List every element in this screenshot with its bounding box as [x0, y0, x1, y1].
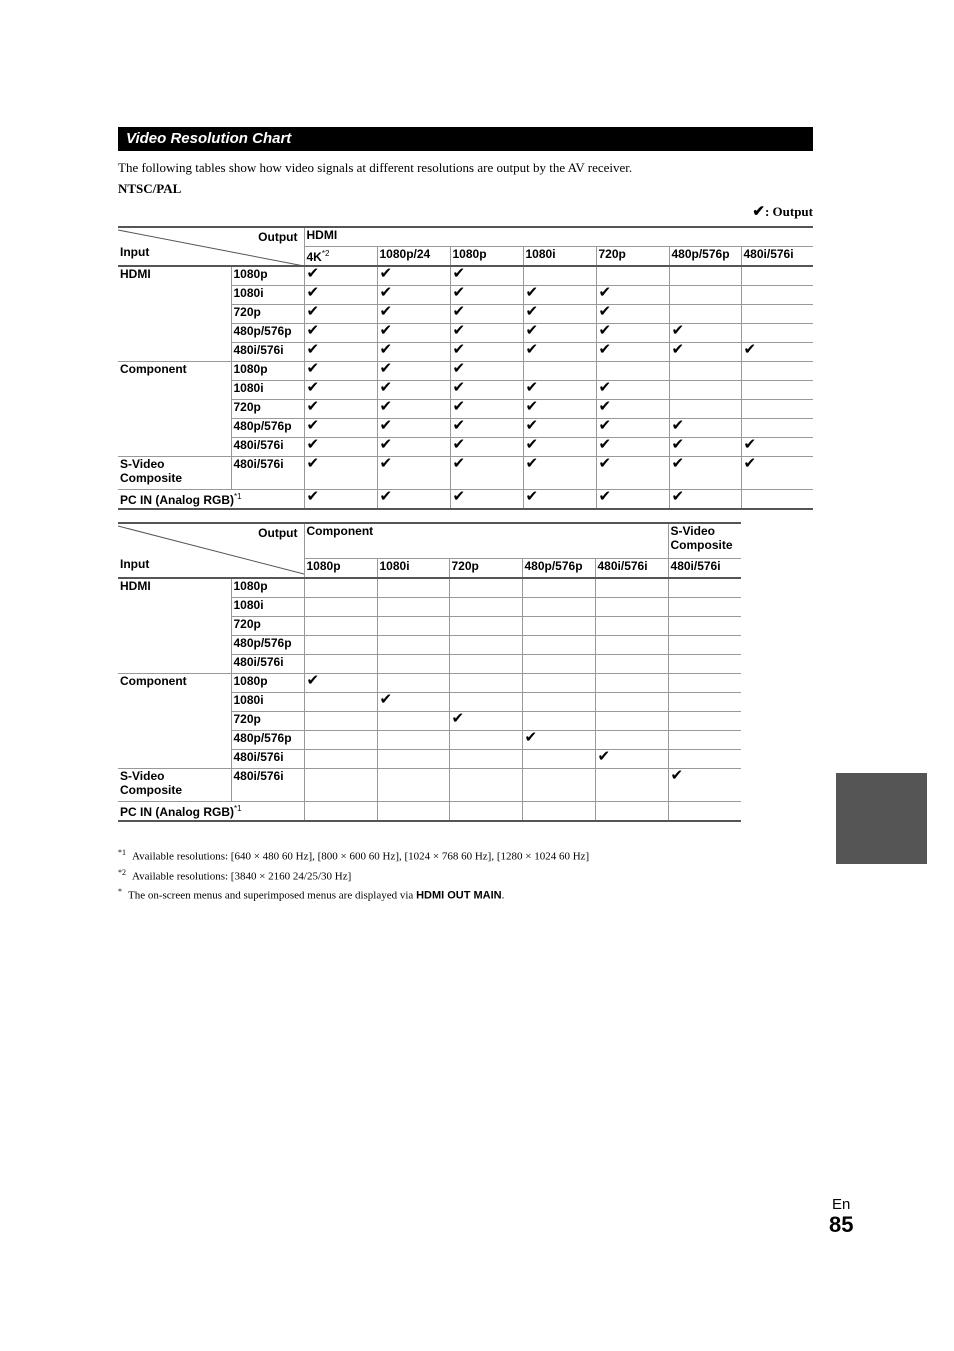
page-number: 85 — [829, 1212, 854, 1237]
output-cell — [522, 769, 595, 802]
output-cell: ✔ — [669, 343, 741, 362]
output-cell: ✔ — [304, 305, 377, 324]
output-cell — [595, 617, 668, 636]
input-resolution: 480i/576i — [231, 457, 304, 490]
input-axis-label: Input — [120, 557, 150, 571]
output-cell: ✔ — [304, 419, 377, 438]
column-header: 720p — [449, 559, 522, 579]
component-column-group: Component — [304, 523, 668, 559]
output-cell — [304, 617, 377, 636]
output-cell — [668, 617, 741, 636]
output-cell — [304, 750, 377, 769]
checkmark-icon: ✔ — [752, 204, 765, 220]
input-resolution: 720p — [231, 617, 304, 636]
input-resolution: 720p — [231, 305, 304, 324]
input-resolution: 1080p — [231, 578, 304, 598]
analog-output-table — [118, 522, 741, 822]
input-resolution: 480i/576i — [231, 343, 304, 362]
column-header: 480p/576p — [669, 247, 741, 267]
output-cell: ✔ — [523, 324, 596, 343]
input-resolution: 1080p — [231, 674, 304, 693]
output-cell: ✔ — [377, 490, 450, 510]
output-cell — [304, 802, 377, 822]
column-header: $4K^{*2}$ — [304, 247, 377, 267]
output-cell: ✔ — [596, 419, 669, 438]
output-cell — [377, 750, 449, 769]
output-cell: ✔ — [450, 324, 523, 343]
input-resolution: 1080i — [231, 286, 304, 305]
output-cell — [669, 400, 741, 419]
input-resolution: 480i/576i — [231, 655, 304, 674]
output-cell — [595, 769, 668, 802]
output-cell — [595, 731, 668, 750]
output-cell — [668, 655, 741, 674]
output-cell: ✔ — [449, 712, 522, 731]
output-cell: ✔ — [523, 305, 596, 324]
output-cell — [304, 731, 377, 750]
output-cell: ✔ — [669, 324, 741, 343]
output-cell: ✔ — [523, 419, 596, 438]
output-cell — [668, 674, 741, 693]
table-row — [118, 362, 813, 381]
output-cell: ✔ — [450, 266, 523, 286]
output-cell — [669, 266, 741, 286]
column-header: 480p/576p — [522, 559, 595, 579]
output-cell — [523, 362, 596, 381]
output-cell — [668, 578, 741, 598]
input-resolution: 480i/576i — [231, 438, 304, 457]
output-cell — [377, 769, 449, 802]
column-header: 480i/576i — [741, 247, 813, 267]
output-cell: ✔ — [450, 362, 523, 381]
output-cell: ✔ — [304, 457, 377, 490]
output-cell — [669, 362, 741, 381]
output-cell: ✔ — [523, 286, 596, 305]
output-cell: ✔ — [596, 400, 669, 419]
output-cell — [449, 636, 522, 655]
output-cell: ✔ — [669, 457, 741, 490]
output-cell: ✔ — [669, 419, 741, 438]
table-row — [118, 578, 741, 598]
output-cell: ✔ — [668, 769, 741, 802]
output-cell — [741, 362, 813, 381]
output-cell: ✔ — [741, 457, 813, 490]
input-group-label: S-Video Composite — [118, 457, 231, 490]
input-resolution: 720p — [231, 400, 304, 419]
output-cell: ✔ — [596, 457, 669, 490]
output-cell — [377, 731, 449, 750]
output-cell: ✔ — [596, 438, 669, 457]
output-cell: ✔ — [377, 400, 450, 419]
output-cell: ✔ — [450, 381, 523, 400]
output-cell — [449, 802, 522, 822]
output-cell — [449, 674, 522, 693]
output-cell — [669, 305, 741, 324]
output-cell: ✔ — [450, 457, 523, 490]
footnote-1: $^{*1}$ Available resolutions: [640 × 480 60 Hz], [800 × 600 60 Hz], [1024 × 768 60 Hz], [1280 × 1024 60 Hz] — [118, 848, 590, 863]
output-cell: ✔ — [450, 490, 523, 510]
hdmi-output-table — [118, 226, 813, 510]
region-heading: NTSC/PAL — [118, 181, 182, 196]
output-cell — [377, 636, 449, 655]
output-cell — [449, 750, 522, 769]
output-cell: ✔ — [450, 343, 523, 362]
output-cell — [596, 266, 669, 286]
input-group-label: Component — [118, 674, 231, 769]
output-cell: ✔ — [596, 343, 669, 362]
input-group-label: HDMI — [118, 578, 231, 674]
column-header: 1080i — [523, 247, 596, 267]
table-corner-header — [118, 523, 304, 578]
output-cell — [449, 578, 522, 598]
input-resolution: 480p/576p — [231, 731, 304, 750]
output-cell — [668, 636, 741, 655]
footnote-2: $^{*2}$ Available resolutions: [3840 × 2160 24/25/30 Hz] — [118, 867, 352, 883]
output-cell: ✔ — [377, 693, 449, 712]
output-cell: ✔ — [304, 266, 377, 286]
column-header: 1080p/24 — [377, 247, 450, 267]
output-cell — [377, 598, 449, 617]
input-resolution: 480p/576p — [231, 636, 304, 655]
output-cell — [741, 400, 813, 419]
output-cell — [522, 655, 595, 674]
output-cell — [595, 655, 668, 674]
output-cell: ✔ — [304, 490, 377, 510]
output-cell — [741, 305, 813, 324]
output-cell — [377, 655, 449, 674]
section-title: Video Resolution Chart — [118, 127, 813, 151]
output-cell — [449, 617, 522, 636]
output-cell: ✔ — [596, 324, 669, 343]
output-cell: ✔ — [377, 266, 450, 286]
output-cell — [741, 324, 813, 343]
output-cell: ✔ — [304, 343, 377, 362]
output-cell: ✔ — [522, 731, 595, 750]
output-cell: ✔ — [304, 286, 377, 305]
input-axis-label: Input — [120, 245, 150, 259]
output-cell — [595, 674, 668, 693]
output-cell: ✔ — [450, 419, 523, 438]
output-cell — [522, 802, 595, 822]
output-cell — [668, 731, 741, 750]
table-row — [118, 674, 741, 693]
input-resolution: 480i/576i — [231, 750, 304, 769]
output-cell: ✔ — [450, 438, 523, 457]
output-cell: ✔ — [377, 324, 450, 343]
table-row — [118, 802, 741, 822]
input-resolution: 1080i — [231, 381, 304, 400]
output-cell — [596, 362, 669, 381]
output-cell — [741, 419, 813, 438]
output-cell — [449, 693, 522, 712]
output-cell: ✔ — [596, 381, 669, 400]
output-cell: ✔ — [377, 381, 450, 400]
page-language: En — [832, 1196, 851, 1213]
output-cell: ✔ — [523, 381, 596, 400]
intro-text: The following tables show how video signals at different resolutions are output by the AV receiver. — [118, 160, 633, 175]
output-cell: ✔ — [304, 400, 377, 419]
column-header: 1080p — [450, 247, 523, 267]
output-cell: ✔ — [304, 362, 377, 381]
output-cell — [304, 598, 377, 617]
legend-label: : Output — [764, 204, 813, 219]
hdmi-column-group: HDMI — [304, 227, 813, 247]
column-header: 480i/576i — [668, 559, 741, 579]
column-header: 720p — [596, 247, 669, 267]
output-cell: ✔ — [377, 305, 450, 324]
output-axis-label: Output — [258, 230, 298, 244]
input-resolution: 1080p — [231, 362, 304, 381]
column-header: 1080i — [377, 559, 449, 579]
output-cell — [304, 636, 377, 655]
output-cell: ✔ — [450, 400, 523, 419]
output-cell — [595, 578, 668, 598]
input-group-label: Component — [118, 362, 231, 457]
input-resolution: 1080i — [231, 693, 304, 712]
output-cell: ✔ — [377, 438, 450, 457]
footnote-3: * The on-screen menus and superimposed menus are displayed via HDMI OUT MAIN. — [118, 887, 505, 902]
output-cell: ✔ — [596, 286, 669, 305]
output-cell: ✔ — [377, 362, 450, 381]
output-cell: ✔ — [523, 490, 596, 510]
output-cell — [741, 286, 813, 305]
output-cell — [377, 617, 449, 636]
output-cell — [377, 802, 449, 822]
output-cell — [522, 750, 595, 769]
output-cell — [522, 674, 595, 693]
input-group-label: PC IN (Analog RGB)$^{*1}$ — [118, 490, 304, 510]
output-cell — [595, 802, 668, 822]
output-cell — [523, 266, 596, 286]
output-cell: ✔ — [377, 457, 450, 490]
output-cell: ✔ — [450, 286, 523, 305]
output-cell — [304, 693, 377, 712]
table-row — [118, 266, 813, 286]
output-cell — [522, 617, 595, 636]
output-cell — [595, 712, 668, 731]
output-cell — [377, 578, 449, 598]
output-cell — [741, 381, 813, 400]
table-row — [118, 490, 813, 510]
output-cell — [668, 598, 741, 617]
output-cell: ✔ — [304, 324, 377, 343]
output-cell: ✔ — [523, 400, 596, 419]
output-cell — [449, 731, 522, 750]
output-cell — [741, 266, 813, 286]
output-cell: ✔ — [523, 343, 596, 362]
input-resolution: 480i/576i — [231, 769, 304, 802]
output-cell: ✔ — [741, 438, 813, 457]
input-group-label: PC IN (Analog RGB)$^{*1}$ — [118, 802, 304, 822]
output-cell: ✔ — [304, 674, 377, 693]
input-resolution: 480p/576p — [231, 324, 304, 343]
column-header: 1080p — [304, 559, 377, 579]
output-cell: ✔ — [377, 286, 450, 305]
output-cell: ✔ — [523, 438, 596, 457]
output-cell — [377, 712, 449, 731]
output-cell — [668, 750, 741, 769]
table-row — [118, 769, 741, 802]
output-axis-label: Output — [258, 526, 298, 540]
output-cell — [304, 769, 377, 802]
output-cell — [522, 578, 595, 598]
input-group-label: HDMI — [118, 266, 231, 362]
column-header: 480i/576i — [595, 559, 668, 579]
output-cell: ✔ — [596, 490, 669, 510]
output-cell — [595, 636, 668, 655]
output-cell — [668, 802, 741, 822]
output-cell — [668, 693, 741, 712]
table-row — [118, 457, 813, 490]
output-cell: ✔ — [304, 381, 377, 400]
output-cell: ✔ — [669, 490, 741, 510]
input-resolution: 1080i — [231, 598, 304, 617]
output-cell: ✔ — [523, 457, 596, 490]
output-cell — [741, 490, 813, 510]
output-cell: ✔ — [669, 438, 741, 457]
output-legend — [752, 202, 813, 221]
input-resolution: 1080p — [231, 266, 304, 286]
output-cell — [449, 598, 522, 617]
output-cell — [304, 712, 377, 731]
output-cell: ✔ — [450, 305, 523, 324]
output-cell — [449, 655, 522, 674]
svideo-column-group: S-Video Composite — [668, 523, 741, 559]
output-cell: ✔ — [596, 305, 669, 324]
input-group-label: S-Video Composite — [118, 769, 231, 802]
output-cell: ✔ — [595, 750, 668, 769]
output-cell — [595, 598, 668, 617]
output-cell — [595, 693, 668, 712]
input-resolution: 480p/576p — [231, 419, 304, 438]
footnotes — [118, 845, 589, 904]
output-cell — [522, 598, 595, 617]
section-tab — [836, 773, 927, 864]
output-cell — [304, 655, 377, 674]
output-cell — [522, 712, 595, 731]
output-cell: ✔ — [741, 343, 813, 362]
output-cell: ✔ — [377, 419, 450, 438]
output-cell — [377, 674, 449, 693]
output-cell — [522, 636, 595, 655]
output-cell — [669, 286, 741, 305]
table-corner-header — [118, 227, 304, 266]
output-cell — [668, 712, 741, 731]
output-cell — [449, 769, 522, 802]
input-resolution: 720p — [231, 712, 304, 731]
output-cell — [522, 693, 595, 712]
output-cell — [304, 578, 377, 598]
output-cell — [669, 381, 741, 400]
output-cell: ✔ — [304, 438, 377, 457]
output-cell: ✔ — [377, 343, 450, 362]
